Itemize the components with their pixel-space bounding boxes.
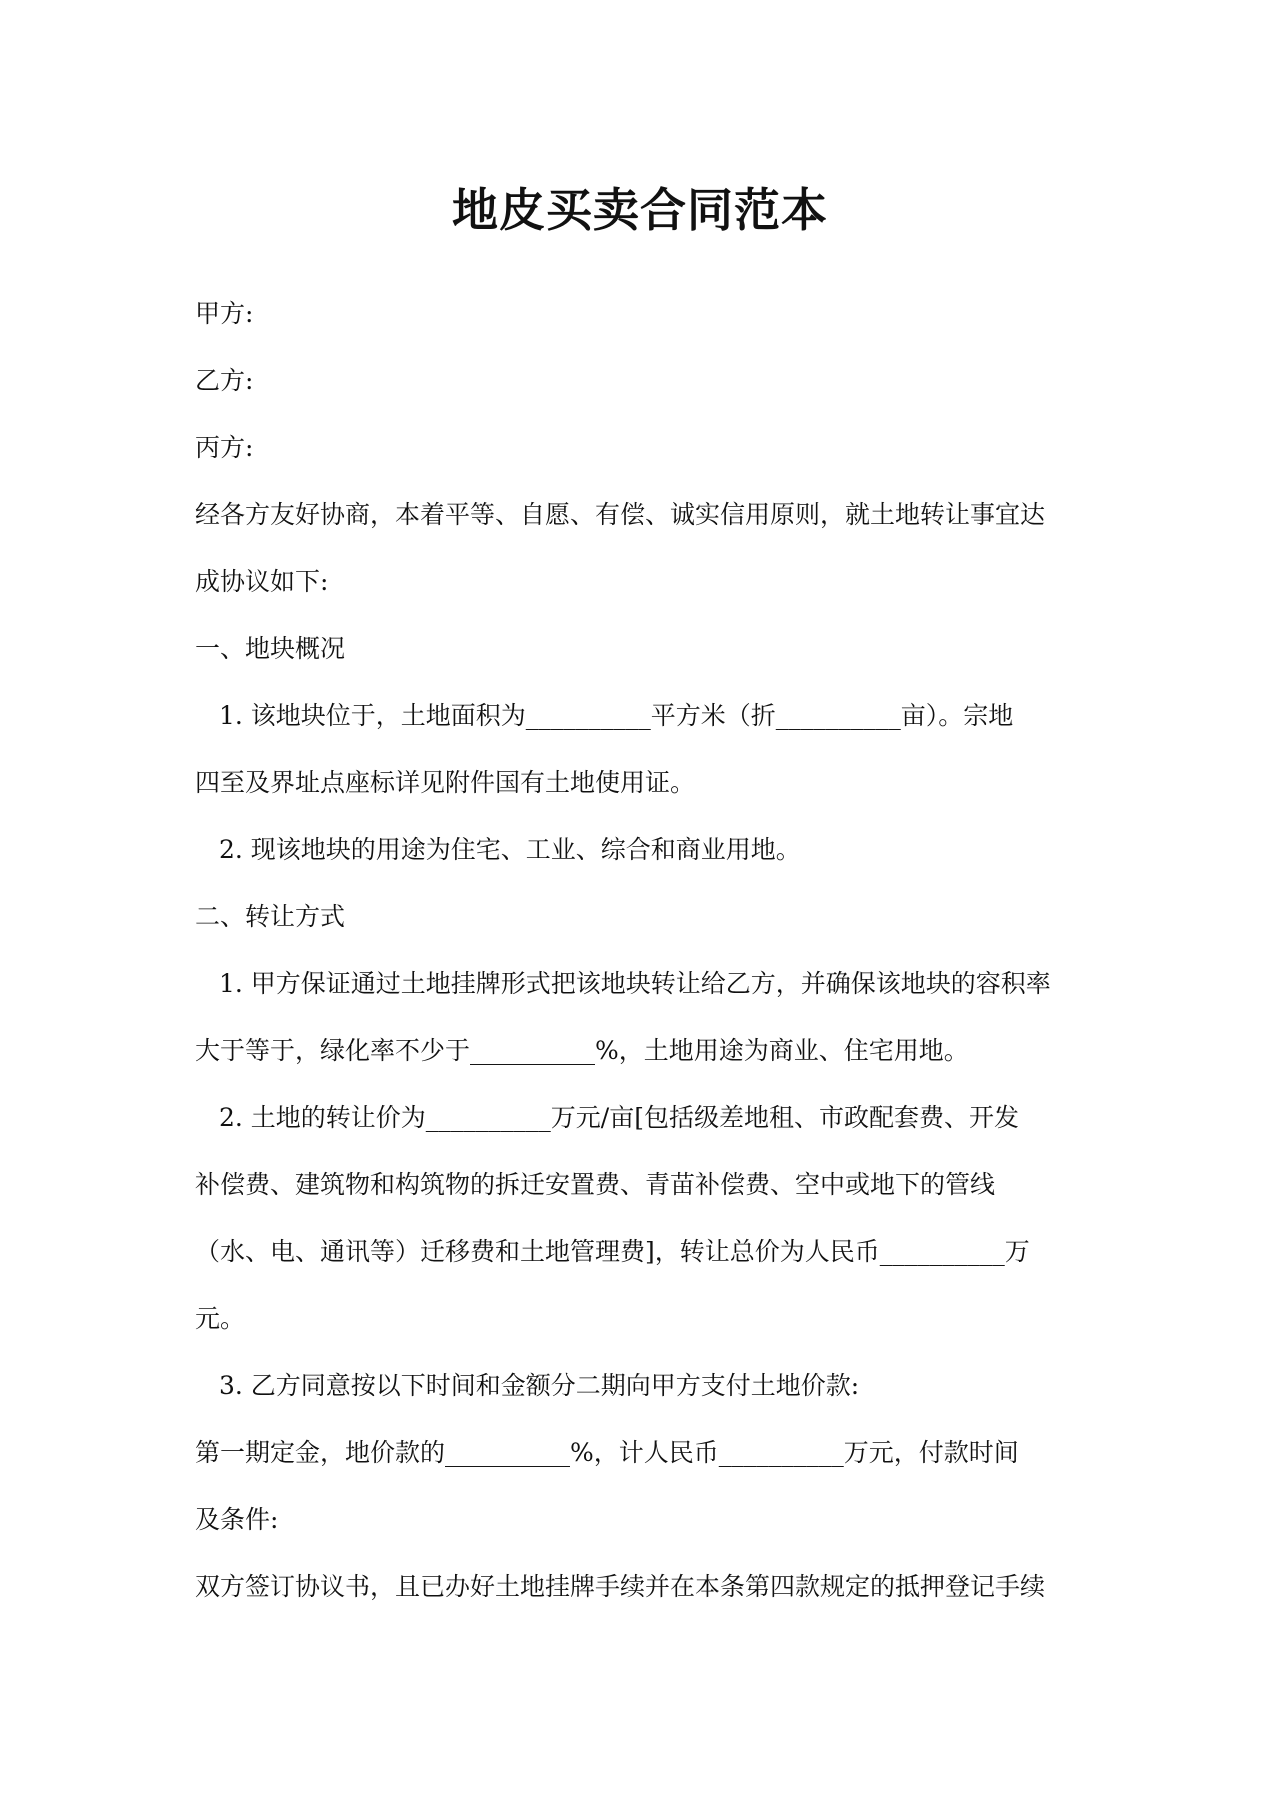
party-a-line: 甲方: xyxy=(195,299,254,328)
clause-line: 3. 乙方同意按以下时间和金额分二期向甲方支付土地价款: xyxy=(219,1371,860,1400)
party-c-line: 丙方: xyxy=(195,433,254,462)
preamble-line: 成协议如下: xyxy=(195,567,329,596)
clause-line: 及条件: xyxy=(195,1505,279,1534)
section-heading: 一、地块概况 xyxy=(195,634,346,663)
clause-line: 四至及界址点座标详见附件国有土地使用证。 xyxy=(195,768,696,797)
clause-line: 第一期定金，地价款的__________%，计人民币__________万元，付款时间 xyxy=(195,1438,1019,1467)
section-heading: 二、转让方式 xyxy=(195,902,346,931)
party-b-line: 乙方: xyxy=(195,366,254,395)
clause-line: 2. 现该地块的用途为住宅、工业、综合和商业用地。 xyxy=(219,835,801,864)
preamble-line: 经各方友好协商，本着平等、自愿、有偿、诚实信用原则，就土地转让事宜达 xyxy=(195,500,1046,529)
document-body xyxy=(195,294,1095,1634)
document-title: 地皮买卖合同范本 xyxy=(452,183,828,237)
clause-line: 元。 xyxy=(195,1304,246,1333)
clause-line: 1. 该地块位于，土地面积为__________平方米（折__________亩）。宗地 xyxy=(219,701,1014,730)
clause-line: 2. 土地的转让价为__________万元/亩[包括级差地租、市政配套费、开发 xyxy=(219,1103,1019,1132)
clause-line: 大于等于，绿化率不少于__________%，土地用途为商业、住宅用地。 xyxy=(195,1036,969,1065)
clause-line: 1. 甲方保证通过土地挂牌形式把该地块转让给乙方，并确保该地块的容积率 xyxy=(219,969,1051,998)
clause-line: 双方签订协议书，且已办好土地挂牌手续并在本条第四款规定的抵押登记手续 xyxy=(195,1572,1046,1601)
clause-line: （水、电、通讯等）迁移费和土地管理费]，转让总价为人民币__________万 xyxy=(195,1237,1030,1266)
clause-line: 补偿费、建筑物和构筑物的拆迁安置费、青苗补偿费、空中或地下的管线 xyxy=(195,1170,996,1199)
